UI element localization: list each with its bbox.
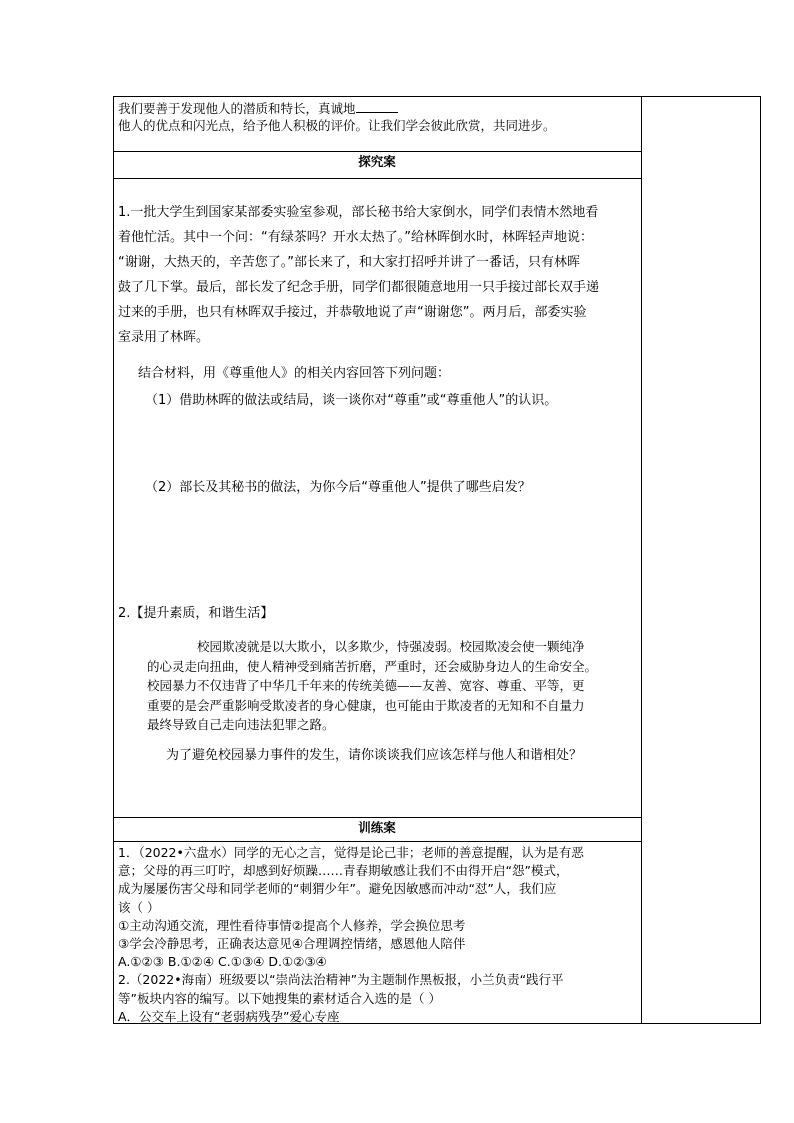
training-line: 2.（2022•海南）班级要以“崇尚法治精神”为主题制作黑板报，小兰负责“践行平 — [118, 972, 564, 988]
q1-line: 鼓了几下掌。最后，部长发了纪念手册，同学们都很随意地用一只手接过部长双手递 — [118, 280, 600, 295]
q2-line: 重要的是会严重影响受欺凌者的身心健康，也可能由于欺凌者的无知和不自量力 — [147, 697, 585, 713]
row-divider — [113, 817, 641, 818]
q1-line: 1.一批大学生到国家某部委实验室参观，部长秘书给大家倒水，同学们表情木然地看 — [118, 205, 599, 220]
row-divider — [113, 841, 641, 842]
q2-passage — [147, 637, 597, 735]
option-line: ①主动沟通交流，理性看待事情②提高个人修养，学会换位思考 — [118, 917, 466, 933]
q1-prompt: 结合材料，用《尊重他人》的相关内容回答下列问题： — [138, 366, 451, 381]
fill-blank — [356, 100, 398, 113]
right-column-divider — [641, 96, 642, 1024]
q1-passage — [118, 200, 599, 350]
training-title: 训练案 — [358, 820, 396, 835]
q1-line: 过来的手册，也只有林晖双手接过，并恭敬地说了声“谢谢您”。两月后，部委实验 — [118, 305, 587, 320]
q1-sub-question-2: （2）部长及其秘书的做法，为你今后“尊重他人”提供了哪些启发？ — [145, 480, 531, 495]
q1-line: “谢谢，大热天的，辛苦您了。”部长来了，和大家打招呼并讲了一番话，只有林晖 — [118, 255, 580, 270]
training-line: 1．（2022•六盘水）同学的无心之言，觉得是论己非；老师的善意提醒，认为是有恶 — [118, 845, 584, 860]
training-line: 成为屡屡伤害父母和同学老师的“刺猬少年”。避免因敏感而冲动“怼”人，我们应 — [118, 881, 557, 897]
training-line: 意；父母的再三叮咛，却感到好烦躁……青春期敏感让我们不由得开启“怨”模式， — [118, 863, 569, 879]
q2-line: 校园暴力不仅违背了中华几千年来的传统美德——友善、宽容、尊重、平等，更 — [147, 678, 585, 693]
explore-title: 探究案 — [358, 154, 396, 169]
answer-choices: A.①②③ B.①②④ C.①③④ D.①②③④ — [118, 954, 327, 970]
intro-line-2: 他人的优点和闪光点，给予他人积极的评价。让我们学会彼此欣赏，共同进步。 — [118, 118, 556, 133]
intro-line-1 — [118, 100, 398, 117]
training-line: 该（ ） — [118, 899, 160, 915]
training-line: 等”板块内容的编写。以下她搜集的素材适合入选的是（ ） — [118, 990, 441, 1006]
q2-line: 最终导致自己走向违法犯罪之路。 — [147, 717, 335, 732]
q2-line: 的心灵走向扭曲，使人精神受到痛苦折磨，严重时，还会威胁身边人的生命安全。 — [147, 658, 598, 674]
training-questions — [118, 844, 584, 1026]
row-divider — [113, 151, 641, 152]
intro-text-1: 我们要善于发现他人的潜质和特长，真诚地 — [118, 101, 356, 116]
answer-choice-a: A．公交车上设有“老弱病残孕”爱心专座 — [118, 1008, 340, 1024]
q1-sub-question-1: （1）借助林晖的做法或结局，谈一谈你对“尊重”或“尊重他人”的认识。 — [145, 393, 558, 408]
q2-title: 2.【提升素质，和谐生活】 — [118, 606, 274, 621]
q1-line: 室录用了林晖。 — [118, 330, 210, 345]
option-line: ③学会冷静思考，正确表达意见④合理调控情绪，感恩他人陪伴 — [118, 936, 466, 952]
q1-line: 着他忙活。其中一个问：“有绿茶吗？开水太热了。”给林晖倒水时，林晖轻声地说： — [118, 230, 593, 245]
q2-line: 校园欺凌就是以大欺小，以多欺少，恃强凌弱。校园欺凌会使一颗纯净 — [197, 639, 585, 654]
q2-question: 为了避免校园暴力事件的发生，请你谈谈我们应该怎样与他人和谐相处？ — [166, 748, 583, 763]
row-divider — [113, 178, 641, 179]
